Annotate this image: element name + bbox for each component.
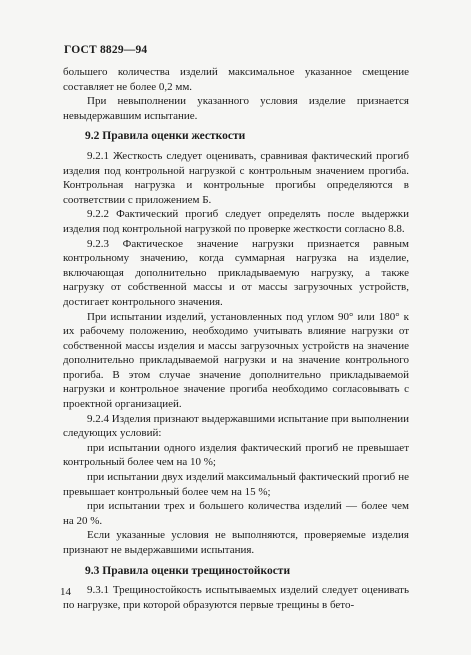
document-body: [63, 65, 409, 612]
paragraph: 9.2.2 Фактический прогиб следует определять после выдержки изделия под контрольной нагрузкой по проверке жесткости согласно 8.8.: [63, 208, 409, 235]
paragraph: при испытании одного изделия фактический прогиб не превышает контрольный более чем на 10 %;: [63, 441, 409, 469]
paragraph: При испытании изделий, установленных под углом 90° или 180° к их рабочему положению, необходимо учитывать влияние нагрузки от собственной массы изделия и массы загрузочных устройств на значение дополнительно прикладываемой нагрузки и на значение контрольного прогиба. В этом случае значение дополнительно прикладываемой нагрузки и контрольное значение прогиба необходимо согласовывать с проектной организацией.: [63, 310, 409, 411]
paragraph: 9.2.3 Фактическое значение нагрузки признается равным контрольному значению, когда суммарная нагрузка на изделие, включающая дополнительно прикладываемую нагрузку, а также нагрузку от собственной массы и от массы загрузочных устройств, достигает контрольного значения.: [63, 237, 409, 308]
paragraph: Если указанные условия не выполняются, проверяемые изделия признают не выдержавшими испытания.: [63, 529, 409, 556]
section-heading: 9.3 Правила оценки трещиностойкости: [85, 564, 291, 577]
paragraph: 9.3.1 Трещиностойкость испытываемых изделий следует оценивать по нагрузке, при которой образуются первые трещины в бето-: [63, 584, 409, 611]
paragraph: 9.2.4 Изделия признают выдержавшими испытание при выполнении следующих условий:: [63, 412, 409, 440]
paragraph: при испытании трех и большего количества изделий — более чем на 20 %.: [63, 500, 409, 527]
document-header: ГОСТ 8829—94: [64, 44, 148, 56]
paragraph: При невыполнении указанного условия изделие признается невыдержавшим испытание.: [63, 95, 409, 122]
paragraph: большего количества изделий максимальное указанное смещение составляет не более 0,2 мм.: [63, 66, 409, 93]
section-heading: 9.2 Правила оценки жесткости: [85, 130, 246, 143]
page-number: 14: [60, 586, 71, 598]
paragraph: 9.2.1 Жесткость следует оценивать, сравнивая фактический прогиб изделия под контрольной нагрузкой с контрольным значением прогиба. Контрольная нагрузка и контрольные прогибы определяются в соответствии с приложением Б.: [63, 149, 409, 206]
paragraph: при испытании двух изделий максимальный фактический прогиб не превышает контрольный более чем на 15 %;: [63, 471, 409, 498]
